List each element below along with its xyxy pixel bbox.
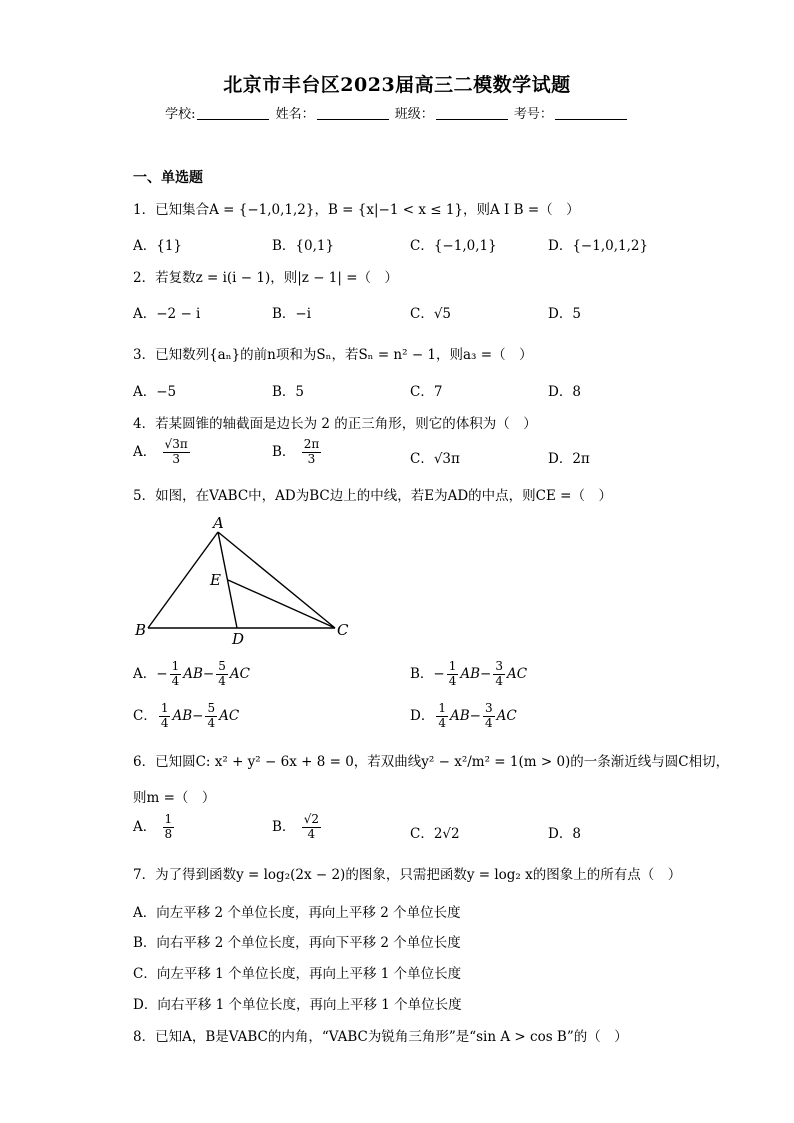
q5a-frac1	[170, 660, 182, 689]
num: 3	[495, 659, 503, 673]
vertex-label-d: D	[232, 630, 245, 648]
vertex-label-a: A	[213, 514, 224, 532]
question-6-stem-cont: 则m =（ ）	[133, 790, 216, 806]
q1-option-b: B．{0,1}	[272, 238, 335, 254]
num: 1	[438, 701, 446, 715]
den: 4	[484, 715, 493, 730]
q3-option-a: A．−5	[133, 384, 177, 400]
q5-option-d-label: D．	[410, 707, 435, 724]
q5c-frac1	[159, 702, 171, 731]
vector-ab: AB	[449, 707, 470, 724]
q5d-frac1	[436, 702, 448, 731]
page-title: 北京市丰台区2023届高三二模数学试题	[223, 74, 571, 96]
vector-ac: AC	[507, 665, 528, 682]
q5-option-b	[410, 660, 527, 689]
vector-ab: AB	[172, 707, 193, 724]
q5d-sign: −	[469, 707, 481, 724]
den: 4	[307, 826, 316, 841]
vertex-label-e: E	[210, 571, 221, 589]
q4-option-c: C．√3π	[410, 451, 460, 467]
segment-ac	[218, 532, 335, 628]
question-4-stem: 4．若某圆锥的轴截面是边长为 2 的正三角形，则它的体积为（ ）	[133, 416, 537, 432]
q5-option-c	[133, 702, 239, 731]
q5b-frac2	[493, 660, 505, 689]
q4a-denominator: 3	[172, 451, 180, 466]
q4a-numerator: √3π	[164, 437, 188, 451]
den: 4	[218, 673, 226, 688]
q4-option-a-label: A．	[133, 443, 157, 460]
q5-option-b-label: B．	[410, 665, 434, 682]
question-3-stem: 3．已知数列{aₙ}的前n项和为Sₙ，若Sₙ = n² − 1，则a₃ =（ ）	[133, 347, 533, 363]
q6-option-b-label: B．	[272, 818, 296, 835]
q5b-sign2: −	[480, 665, 492, 682]
q5-option-d	[410, 702, 517, 731]
q1-option-a: A．{1}	[133, 238, 183, 254]
den: 4	[448, 673, 457, 688]
vector-ab: AB	[183, 665, 203, 682]
q3-option-d: D．8	[548, 384, 581, 400]
question-1-stem: 1．已知集合A = {−1,0,1,2}，B = {x|−1 < x ≤ 1}，则A I B =（ ）	[133, 202, 580, 218]
q5-option-a	[133, 660, 250, 689]
name-label: 姓名：	[275, 107, 315, 122]
num: 1	[171, 659, 180, 673]
den: 8	[164, 826, 173, 841]
name-blank	[317, 107, 389, 120]
num: 3	[484, 701, 493, 715]
vertex-label-c: C	[337, 621, 349, 639]
q5a-sign: −	[156, 665, 168, 682]
den: 4	[495, 673, 503, 688]
vector-ac: AC	[496, 707, 517, 724]
q5b-frac1	[447, 660, 459, 689]
q7-option-b: B．向右平移 2 个单位长度，再向下平移 2 个单位长度	[133, 935, 461, 951]
q1-option-d: D．{−1,0,1,2}	[548, 238, 649, 254]
num: 1	[448, 659, 457, 673]
q6-option-d: D．8	[548, 826, 581, 842]
q4-option-d: D．2π	[548, 451, 590, 467]
vertex-label-b: B	[135, 621, 147, 639]
segment-ce	[228, 580, 335, 628]
q2-option-a: A．−2 − i	[133, 306, 201, 322]
num: 5	[207, 701, 216, 715]
q6-option-c: C．2√2	[410, 826, 460, 842]
question-2-stem: 2．若复数z = i(i − 1)，则|z − 1| =（ ）	[133, 270, 399, 286]
q4b-denominator: 3	[307, 451, 316, 466]
triangle-figure	[130, 510, 360, 650]
q4-option-b-fraction	[302, 438, 322, 467]
q6-option-a-fraction	[163, 813, 175, 842]
id-blank	[555, 107, 627, 120]
q7-option-a: A．向左平移 2 个单位长度，再向上平移 2 个单位长度	[133, 905, 461, 921]
q1-option-c: C．{−1,0,1}	[410, 238, 497, 254]
q7-option-c: C．向左平移 1 个单位长度，再向上平移 1 个单位长度	[133, 966, 462, 982]
school-blank	[197, 107, 269, 120]
section-title: 一、单选题	[133, 170, 203, 186]
num: 5	[218, 659, 226, 673]
q6-option-a-label: A．	[133, 818, 157, 835]
q3-option-b: B．5	[272, 384, 305, 400]
school-label: 学校:	[165, 107, 196, 122]
question-5-stem: 5．如图，在VABC中，AD为BC边上的中线，若E为AD的中点，则CE =（ ）	[133, 488, 612, 504]
q5a-sign2: −	[202, 665, 215, 682]
q5b-sign: −	[433, 665, 445, 682]
q5c-frac2	[205, 702, 217, 731]
question-8-stem: 8．已知A，B是VABC的内角，“VABC为锐角三角形”是“sin A > cos B”的（ ）	[133, 1029, 628, 1045]
q5-option-c-label: C．	[133, 707, 157, 724]
num: 1	[164, 812, 173, 826]
q6-option-a	[133, 813, 176, 842]
den: 4	[160, 715, 169, 730]
question-6-stem: 6．已知圆C: x² + y² − 6x + 8 = 0，若双曲线y² − x²/m² = 1(m > 0)的一条渐近线与圆C相切，	[133, 754, 730, 770]
class-blank	[436, 107, 508, 120]
q5-option-a-label: A．	[133, 665, 157, 682]
class-label: 班级：	[394, 107, 434, 122]
q3-option-c: C．7	[410, 384, 443, 400]
num: √2	[303, 812, 319, 826]
q5d-frac2	[483, 702, 495, 731]
student-info-line	[0, 103, 794, 122]
den: 4	[438, 715, 446, 730]
q4-option-a	[133, 438, 192, 467]
den: 4	[207, 715, 216, 730]
q5a-frac2	[216, 660, 228, 689]
q7-option-d: D．向右平移 1 个单位长度，再向上平移 1 个单位长度	[133, 997, 462, 1013]
q6-option-b	[272, 813, 323, 842]
num: 1	[160, 701, 169, 715]
vector-ac: AC	[219, 707, 240, 724]
q2-option-b: B．−i	[272, 306, 312, 322]
q4b-numerator: 2π	[303, 437, 320, 451]
q4-option-b-label: B．	[272, 443, 296, 460]
q4-option-a-fraction	[163, 438, 190, 467]
id-label: 考号：	[513, 107, 553, 122]
segment-ab	[148, 532, 218, 628]
q2-option-c: C．√5	[410, 306, 452, 322]
q6-option-b-fraction	[302, 813, 321, 842]
vector-ac: AC	[229, 665, 250, 682]
den: 4	[171, 673, 180, 688]
question-7-stem: 7．为了得到函数y = log₂(2x − 2)的图象，只需把函数y = log₂ x的图象上的所有点（ ）	[133, 867, 682, 883]
vector-ab: AB	[460, 665, 481, 682]
q5c-sign: −	[192, 707, 204, 724]
q4-option-b	[272, 438, 323, 467]
q2-option-d: D．5	[548, 306, 581, 322]
